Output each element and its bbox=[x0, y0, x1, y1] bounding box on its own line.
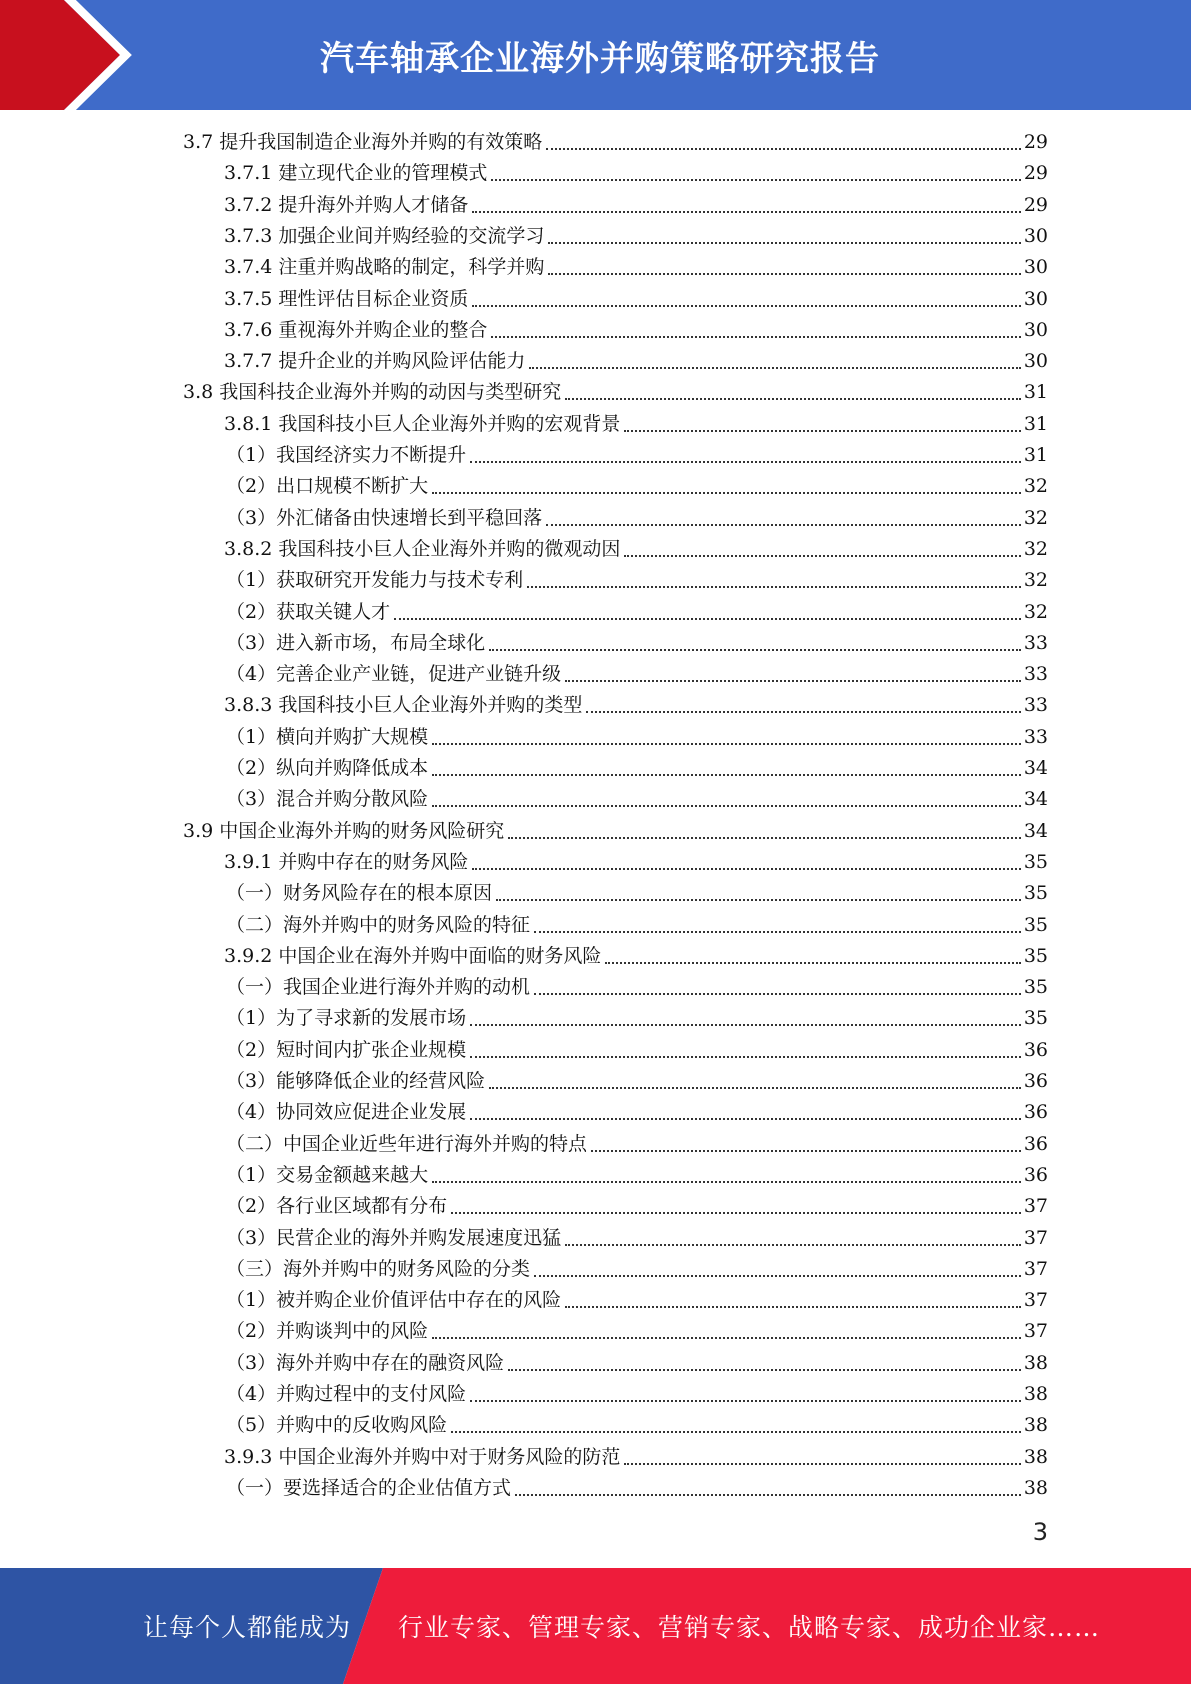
toc-entry-label: （2）纵向并购降低成本 bbox=[226, 757, 429, 779]
toc-entry[interactable] bbox=[224, 190, 1048, 221]
toc-entry-page: 30 bbox=[1023, 256, 1048, 279]
toc-entry-page: 35 bbox=[1023, 1007, 1048, 1030]
toc-entry[interactable] bbox=[224, 346, 1048, 377]
toc-entry-page: 35 bbox=[1023, 882, 1048, 905]
toc-dot-leader bbox=[546, 524, 1021, 526]
toc-entry-page: 34 bbox=[1023, 819, 1048, 842]
toc-entry-label: （3）外汇储备由快速增长到平稳回落 bbox=[226, 506, 543, 529]
toc-entry-page: 29 bbox=[1023, 131, 1048, 153]
toc-dot-leader bbox=[534, 993, 1021, 995]
toc-entry-label: 3.8.3 我国科技小巨人企业海外并购的类型 bbox=[224, 694, 583, 717]
toc-dot-leader bbox=[586, 711, 1020, 713]
toc-entry[interactable] bbox=[224, 1442, 1048, 1473]
toc-entry-page: 33 bbox=[1023, 631, 1048, 654]
toc-entry-page: 31 bbox=[1023, 381, 1048, 404]
toc-entry[interactable] bbox=[224, 221, 1048, 252]
toc-entry[interactable] bbox=[226, 1191, 1048, 1222]
toc-entry-label: （一）财务风险存在的根本原因 bbox=[226, 882, 493, 905]
toc-dot-leader bbox=[565, 398, 1021, 400]
toc-dot-leader bbox=[432, 1337, 1021, 1339]
toc-entry-label: 3.9 中国企业海外并购的财务风险研究 bbox=[183, 819, 505, 842]
toc-entry-label: 3.7.5 理性评估目标企业资质 bbox=[224, 287, 469, 310]
toc-entry[interactable] bbox=[226, 628, 1048, 659]
toc-entry-label: （3）混合并购分散风险 bbox=[226, 788, 429, 811]
toc-entry-label: （1）横向并购扩大规模 bbox=[226, 725, 429, 748]
toc-entry[interactable] bbox=[224, 252, 1048, 283]
toc-entry-label: （1）为了寻求新的发展市场 bbox=[226, 1007, 467, 1030]
header-bar bbox=[0, 0, 1191, 110]
toc-entry-label: （2）并购谈判中的风险 bbox=[226, 1320, 429, 1343]
toc-entry-label: （4）完善企业产业链，促进产业链升级 bbox=[226, 663, 562, 686]
toc-dot-leader bbox=[451, 1431, 1021, 1433]
toc-entry-label: （二）海外并购中的财务风险的特征 bbox=[226, 913, 531, 936]
toc-entry[interactable] bbox=[224, 534, 1048, 565]
toc-entry-page: 33 bbox=[1023, 663, 1048, 686]
toc-entry[interactable] bbox=[226, 1348, 1048, 1379]
toc-entry[interactable] bbox=[183, 127, 1048, 158]
toc-entry[interactable] bbox=[226, 565, 1048, 596]
toc-entry-page: 36 bbox=[1023, 1132, 1048, 1155]
toc-dot-leader bbox=[605, 962, 1020, 964]
toc-dot-leader bbox=[548, 273, 1020, 275]
toc-dot-leader bbox=[432, 774, 1021, 776]
toc-entry-label: 3.8 我国科技企业海外并购的动因与类型研究 bbox=[183, 381, 562, 404]
toc-entry[interactable] bbox=[226, 1003, 1048, 1034]
toc-dot-leader bbox=[472, 868, 1020, 870]
toc-entry-page: 37 bbox=[1023, 1195, 1048, 1218]
toc-dot-leader bbox=[470, 1024, 1021, 1026]
toc-entry-page: 37 bbox=[1023, 1257, 1048, 1280]
toc-entry-page: 36 bbox=[1023, 1070, 1048, 1092]
toc-dot-leader bbox=[472, 305, 1020, 307]
toc-entry-page: 34 bbox=[1023, 757, 1048, 779]
footer-slogan-right: 行业专家、管理专家、营销专家、战略专家、成功企业家…… bbox=[398, 1613, 1101, 1642]
toc-entry-label: 3.7.2 提升海外并购人才储备 bbox=[224, 193, 469, 216]
toc-entry-page: 32 bbox=[1023, 600, 1048, 623]
toc-entry-page: 29 bbox=[1023, 162, 1048, 185]
toc-dot-leader bbox=[432, 492, 1021, 494]
toc-entry-label: 3.8.2 我国科技小巨人企业海外并购的微观动因 bbox=[224, 537, 621, 560]
toc-entry[interactable] bbox=[183, 377, 1048, 408]
toc-entry-page: 30 bbox=[1023, 224, 1048, 247]
toc-dot-leader bbox=[432, 805, 1021, 807]
toc-entry-page: 35 bbox=[1023, 913, 1048, 936]
toc-entry-label: 3.7.4 注重并购战略的制定，科学并购 bbox=[224, 256, 545, 279]
toc-entry-label: 3.7.6 重视海外并购企业的整合 bbox=[224, 318, 488, 341]
toc-dot-leader bbox=[624, 430, 1020, 432]
toc-entry-page: 36 bbox=[1023, 1038, 1048, 1061]
toc-entry[interactable] bbox=[226, 1254, 1048, 1285]
toc-entry-label: （二）中国企业近些年进行海外并购的特点 bbox=[226, 1132, 588, 1155]
toc-dot-leader bbox=[565, 1244, 1021, 1246]
toc-entry-page: 37 bbox=[1023, 1289, 1048, 1312]
toc-dot-leader bbox=[489, 1087, 1021, 1089]
toc-entry[interactable] bbox=[226, 753, 1048, 784]
toc-entry[interactable] bbox=[226, 972, 1048, 1003]
footer-slogan-left: 让每个人都能成为 bbox=[143, 1613, 352, 1642]
toc-entry-label: 3.7 提升我国制造企业海外并购的有效策略 bbox=[183, 131, 543, 153]
toc-entry-page: 31 bbox=[1023, 412, 1048, 435]
toc-dot-leader bbox=[527, 586, 1021, 588]
toc-entry-page: 29 bbox=[1023, 193, 1048, 216]
toc-entry-label: （3）民营企业的海外并购发展速度迅猛 bbox=[226, 1226, 562, 1249]
toc-dot-leader bbox=[548, 242, 1020, 244]
toc-entry-label: （4）协同效应促进企业发展 bbox=[226, 1101, 467, 1124]
toc-entry-page: 38 bbox=[1023, 1445, 1048, 1468]
toc-entry-page: 38 bbox=[1023, 1476, 1048, 1499]
toc-dot-leader bbox=[470, 1118, 1021, 1120]
toc-entry-page: 32 bbox=[1023, 569, 1048, 592]
toc-entry-page: 37 bbox=[1023, 1226, 1048, 1249]
toc-dot-leader bbox=[432, 743, 1021, 745]
toc-entry[interactable] bbox=[226, 1285, 1048, 1316]
toc-entry-label: （5）并购中的反收购风险 bbox=[226, 1414, 448, 1437]
toc-entry-page: 35 bbox=[1023, 850, 1048, 873]
toc-dot-leader bbox=[470, 1400, 1021, 1402]
toc-dot-leader bbox=[489, 649, 1021, 651]
toc-entry[interactable] bbox=[226, 503, 1048, 534]
toc-entry[interactable] bbox=[224, 315, 1048, 346]
toc-entry[interactable] bbox=[224, 284, 1048, 315]
toc-entry-page: 30 bbox=[1023, 287, 1048, 310]
toc-entry-label: （1）获取研究开发能力与技术专利 bbox=[226, 569, 524, 592]
toc-entry-page: 32 bbox=[1023, 475, 1048, 498]
toc-dot-leader bbox=[546, 148, 1021, 150]
toc-dot-leader bbox=[496, 899, 1021, 901]
toc-entry[interactable] bbox=[226, 878, 1048, 909]
toc-entry[interactable] bbox=[226, 440, 1048, 471]
toc-entry[interactable] bbox=[224, 941, 1048, 972]
toc-dot-leader bbox=[491, 179, 1020, 181]
toc-entry-label: （一）要选择适合的企业估值方式 bbox=[226, 1476, 512, 1499]
toc-entry[interactable] bbox=[226, 910, 1048, 941]
toc-dot-leader bbox=[515, 1494, 1021, 1496]
toc-entry-page: 30 bbox=[1023, 318, 1048, 341]
report-title: 汽车轴承企业海外并购策略研究报告 bbox=[320, 38, 880, 79]
toc-entry[interactable] bbox=[226, 1129, 1048, 1160]
toc-entry-label: （1）我国经济实力不断提升 bbox=[226, 444, 467, 466]
toc-entry-label: 3.9.1 并购中存在的财务风险 bbox=[224, 850, 469, 873]
toc-entry-page: 36 bbox=[1023, 1101, 1048, 1124]
toc-entry-label: 3.8.1 我国科技小巨人企业海外并购的宏观背景 bbox=[224, 412, 621, 435]
toc-dot-leader bbox=[508, 1369, 1021, 1371]
toc-dot-leader bbox=[470, 461, 1021, 463]
toc-entry-label: 3.9.3 中国企业海外并购中对于财务风险的防范 bbox=[224, 1445, 621, 1468]
toc-dot-leader bbox=[394, 618, 1021, 620]
toc-entry[interactable] bbox=[226, 1160, 1048, 1191]
toc-entry-label: （2）各行业区域都有分布 bbox=[226, 1195, 448, 1218]
toc-entry-label: （2）获取关键人才 bbox=[226, 600, 391, 623]
toc-entry-page: 33 bbox=[1023, 694, 1048, 717]
toc-entry-label: （1）被并购企业价值评估中存在的风险 bbox=[226, 1289, 562, 1312]
toc-entry[interactable] bbox=[226, 784, 1048, 815]
toc-entry[interactable] bbox=[226, 1316, 1048, 1347]
toc-entry-page: 38 bbox=[1023, 1414, 1048, 1437]
toc-entry-label: （一）我国企业进行海外并购的动机 bbox=[226, 976, 531, 999]
toc-entry[interactable] bbox=[226, 1223, 1048, 1254]
toc-entry-page: 33 bbox=[1023, 725, 1048, 748]
toc-entry-page: 36 bbox=[1023, 1163, 1048, 1186]
toc-entry[interactable] bbox=[226, 1097, 1048, 1128]
toc-entry-page: 32 bbox=[1023, 537, 1048, 560]
toc-entry-label: 3.7.7 提升企业的并购风险评估能力 bbox=[224, 350, 526, 373]
toc-entry[interactable] bbox=[226, 471, 1048, 502]
toc-entry-label: （3）海外并购中存在的融资风险 bbox=[226, 1351, 505, 1374]
toc-dot-leader bbox=[591, 1150, 1021, 1152]
toc-dot-leader bbox=[565, 680, 1021, 682]
toc-dot-leader bbox=[432, 1181, 1021, 1183]
toc-dot-leader bbox=[470, 1056, 1021, 1058]
header-red-arrow-decoration bbox=[0, 0, 150, 110]
toc-entry-page: 34 bbox=[1023, 788, 1048, 811]
toc-entry-page: 37 bbox=[1023, 1320, 1048, 1343]
toc-entry-page: 38 bbox=[1023, 1351, 1048, 1374]
toc-entry-label: （3）进入新市场，布局全球化 bbox=[226, 631, 486, 654]
toc-entry-label: 3.7.3 加强企业间并购经验的交流学习 bbox=[224, 224, 545, 247]
toc-entry[interactable] bbox=[183, 816, 1048, 847]
toc-entry[interactable] bbox=[224, 409, 1048, 440]
toc-dot-leader bbox=[624, 555, 1020, 557]
toc-dot-leader bbox=[491, 336, 1020, 338]
toc-entry-page: 32 bbox=[1023, 506, 1048, 529]
toc-dot-leader bbox=[624, 1463, 1020, 1465]
toc-entry-page: 35 bbox=[1023, 976, 1048, 999]
toc-entry-label: （1）交易金额越来越大 bbox=[226, 1163, 429, 1186]
toc-entry[interactable] bbox=[226, 1066, 1048, 1097]
toc-entry[interactable] bbox=[226, 597, 1048, 628]
toc-entry-label: （4）并购过程中的支付风险 bbox=[226, 1383, 467, 1405]
toc-entry[interactable] bbox=[226, 1379, 1048, 1410]
toc-dot-leader bbox=[565, 1306, 1021, 1308]
toc-entry-page: 38 bbox=[1023, 1383, 1048, 1405]
toc-entry-label: （2）短时间内扩张企业规模 bbox=[226, 1038, 467, 1061]
toc-entry[interactable] bbox=[224, 158, 1048, 189]
toc-entry-page: 31 bbox=[1023, 444, 1048, 466]
toc-entry[interactable] bbox=[224, 690, 1048, 721]
toc-entry[interactable] bbox=[226, 1473, 1048, 1504]
toc-dot-leader bbox=[534, 1275, 1021, 1277]
toc-dot-leader bbox=[451, 1212, 1021, 1214]
toc-dot-leader bbox=[472, 211, 1020, 213]
toc-entry[interactable] bbox=[226, 722, 1048, 753]
toc-entry-label: （3）能够降低企业的经营风险 bbox=[226, 1070, 486, 1092]
footer-banner bbox=[0, 1568, 1191, 1684]
toc-entry-label: （2）出口规模不断扩大 bbox=[226, 475, 429, 498]
page-number: 3 bbox=[1032, 1518, 1048, 1546]
toc-entry-page: 35 bbox=[1023, 944, 1048, 967]
toc-entry-label: 3.9.2 中国企业在海外并购中面临的财务风险 bbox=[224, 944, 602, 967]
toc-entry-label: 3.7.1 建立现代企业的管理模式 bbox=[224, 162, 488, 185]
toc-entry-page: 30 bbox=[1023, 350, 1048, 373]
toc-dot-leader bbox=[529, 367, 1020, 369]
toc-entry[interactable] bbox=[226, 659, 1048, 690]
toc-entry-label: （三）海外并购中的财务风险的分类 bbox=[226, 1257, 531, 1280]
toc-dot-leader bbox=[508, 837, 1021, 839]
toc-entry[interactable] bbox=[226, 1410, 1048, 1441]
toc-entry[interactable] bbox=[224, 847, 1048, 878]
toc-dot-leader bbox=[534, 931, 1021, 933]
toc-entry[interactable] bbox=[226, 1035, 1048, 1066]
